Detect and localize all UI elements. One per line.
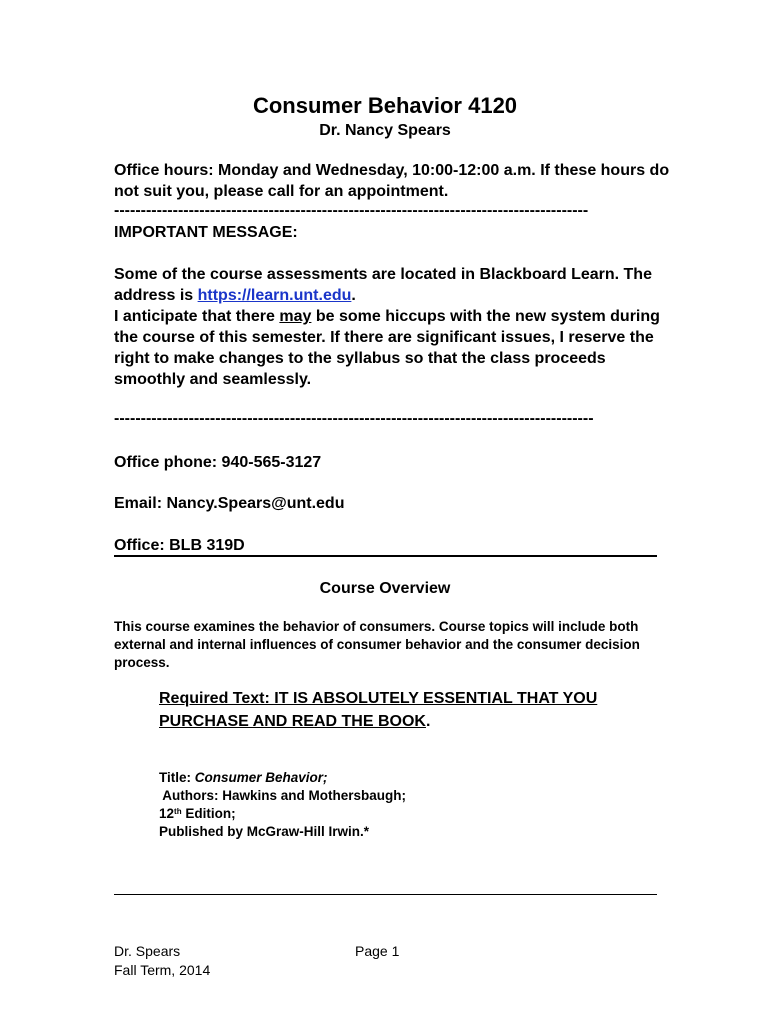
edition-number: 12 — [159, 806, 175, 821]
book-title-label: Title: — [159, 770, 195, 785]
horizontal-rule-footer — [114, 894, 657, 895]
important-p2-start: I anticipate that there — [114, 308, 280, 325]
course-overview-heading: Course Overview — [319, 580, 451, 597]
office-hours: Office hours: Monday and Wednesday, 10:00-12:00 a.m. If these hours do not suit you, please call for an appointment. — [114, 162, 670, 200]
dashed-divider-top: ----------------------------------------------------------------------------------------- — [114, 202, 589, 219]
horizontal-rule-contact — [114, 555, 657, 557]
footer-name: Dr. Spears — [114, 943, 181, 959]
dashed-divider-bottom: ------------------------------------------------------------------------------------------ — [114, 410, 594, 427]
required-text-end: . — [425, 713, 431, 730]
footer-term: Fall Term, 2014 — [114, 962, 211, 978]
book-title-line — [159, 769, 659, 787]
blackboard-link[interactable]: https://learn.unt.edu — [197, 287, 352, 304]
edition-suffix: th — [174, 807, 182, 816]
office-location: Office: BLB 319D — [114, 537, 245, 554]
important-p1-text: Some of the course assessments are located in Blackboard Learn. The address is — [114, 266, 652, 304]
course-overview-text: This course examines the behavior of consumers. Course topics will include both external and internal influences of consumer behavior and the consumer decision process. — [114, 619, 640, 670]
book-publisher: Published by McGraw-Hill Irwin.* — [159, 824, 370, 839]
edition-rest: Edition; — [181, 806, 236, 821]
important-heading: IMPORTANT MESSAGE: — [114, 224, 298, 241]
book-edition — [159, 805, 659, 823]
email: Email: Nancy.Spears@unt.edu — [114, 495, 345, 512]
book-details — [159, 769, 659, 841]
important-p1-end: . — [351, 287, 356, 304]
book-authors: Authors: Hawkins and Mothersbaugh; — [159, 788, 407, 803]
important-p2-rest: be some hiccups with the new system during the course of this semester. If there are significant issues, I reserve the right to make changes to the syllabus so that the class proceeds smoothly and seamlessly. — [114, 308, 660, 388]
instructor-name: Dr. Nancy Spears — [319, 122, 451, 139]
office-phone: Office phone: 940-565-3127 — [114, 454, 322, 471]
page-title: Consumer Behavior 4120 — [252, 93, 518, 118]
important-paragraph — [114, 264, 674, 390]
important-emphasis: may — [279, 308, 312, 325]
required-text-underlined: Required Text: IT IS ABSOLUTELY ESSENTIAL THAT YOU PURCHASE AND READ THE BOOK — [159, 690, 598, 730]
footer-page-number: Page 1 — [355, 943, 400, 959]
footer-left — [114, 942, 210, 980]
book-title-value: Consumer Behavior; — [194, 770, 328, 785]
required-text-notice — [159, 687, 679, 733]
